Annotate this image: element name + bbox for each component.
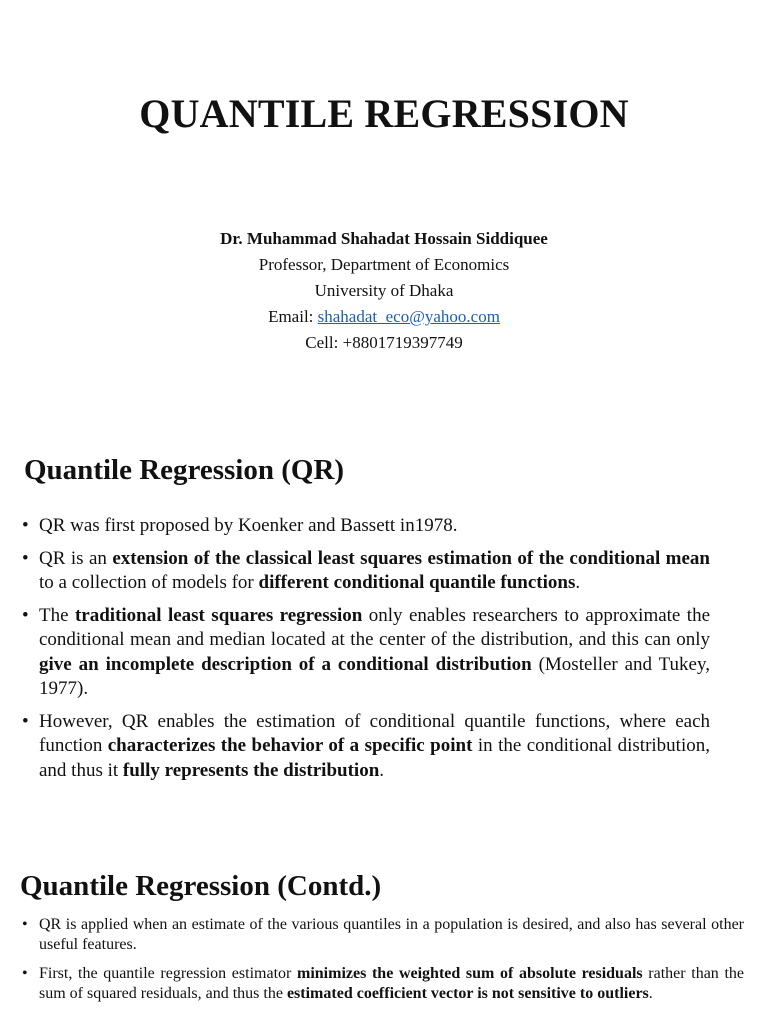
bullet-text: The <box>39 604 75 626</box>
bullet-text: QR is an <box>39 547 113 569</box>
bullet-item <box>22 604 710 702</box>
author-cell: Cell: +8801719397749 <box>305 333 463 352</box>
bullet-emphasis: estimated coefficient vector is not sensitive to outliers <box>286 985 649 1002</box>
bullet-text: QR was first proposed by Koenker and Bassett in1978. <box>39 515 458 536</box>
bullet-list <box>22 514 710 791</box>
bullet-text: only enables researchers to approximate the conditional mean and median located at the center of the distribution, and this can only <box>39 604 710 650</box>
bullet-item <box>22 710 710 784</box>
slide-heading: Quantile Regression (QR) <box>24 454 345 486</box>
author-name: Dr. Muhammad Shahadat Hossain Siddiquee <box>220 229 548 248</box>
bullet-marker: • <box>22 547 29 569</box>
bullet-item <box>22 547 710 596</box>
bullet-marker: • <box>22 710 29 732</box>
bullet-text: rather than the sum of squared residuals, and thus the <box>39 965 744 1002</box>
bullet-emphasis: give an incomplete description of a conditional distribution <box>39 653 532 675</box>
bullet-text: in the conditional distribution, and thus it <box>39 735 710 781</box>
bullet-text: However, QR enables the estimation of conditional quantile functions, where each function <box>39 710 710 756</box>
slide-heading: Quantile Regression (Contd.) <box>20 870 382 902</box>
bullet-marker: • <box>22 515 29 536</box>
author-info <box>0 226 768 356</box>
qr-intro-slide <box>0 440 768 840</box>
bullet-item <box>22 964 744 1004</box>
bullet-emphasis: extension of the classical least squares estimation of the conditional mean <box>112 547 710 569</box>
bullet-text: (Mosteller and Tukey, 1977). <box>39 653 710 699</box>
bullet-marker: • <box>22 604 29 626</box>
bullet-item <box>22 915 744 955</box>
bullet-text: First, the quantile regression estimator <box>39 965 297 982</box>
bullet-emphasis: different conditional quantile functions <box>258 572 576 593</box>
bullet-emphasis: traditional least squares regression <box>74 604 363 626</box>
bullet-text: QR is applied when an estimate of the various quantiles in a population is desired, and also has several other useful features. <box>39 916 744 953</box>
email-label: Email: <box>268 307 318 326</box>
bullet-marker: • <box>22 916 28 933</box>
qr-contd-slide <box>0 860 768 1024</box>
bullet-emphasis: minimizes the weighted sum of absolute residuals <box>297 965 643 982</box>
bullet-emphasis: characterizes the behavior of a specific point <box>107 735 473 756</box>
bullet-item <box>22 514 710 539</box>
bullet-text: . <box>648 985 653 1002</box>
bullet-text: . <box>575 572 581 593</box>
bullet-text: to a collection of models for <box>39 572 259 593</box>
bullet-text: . <box>379 759 385 781</box>
presentation-title: QUANTILE REGRESSION <box>139 91 629 136</box>
author-position: Professor, Department of Economics <box>258 255 510 274</box>
title-slide <box>0 0 768 420</box>
bullet-emphasis: fully represents the distribution <box>122 759 380 781</box>
author-email-line <box>0 304 768 330</box>
email-link[interactable]: shahadat_eco@yahoo.com <box>317 307 500 326</box>
author-university: University of Dhaka <box>314 281 454 300</box>
bullet-list <box>22 915 744 1013</box>
bullet-marker: • <box>22 965 28 982</box>
